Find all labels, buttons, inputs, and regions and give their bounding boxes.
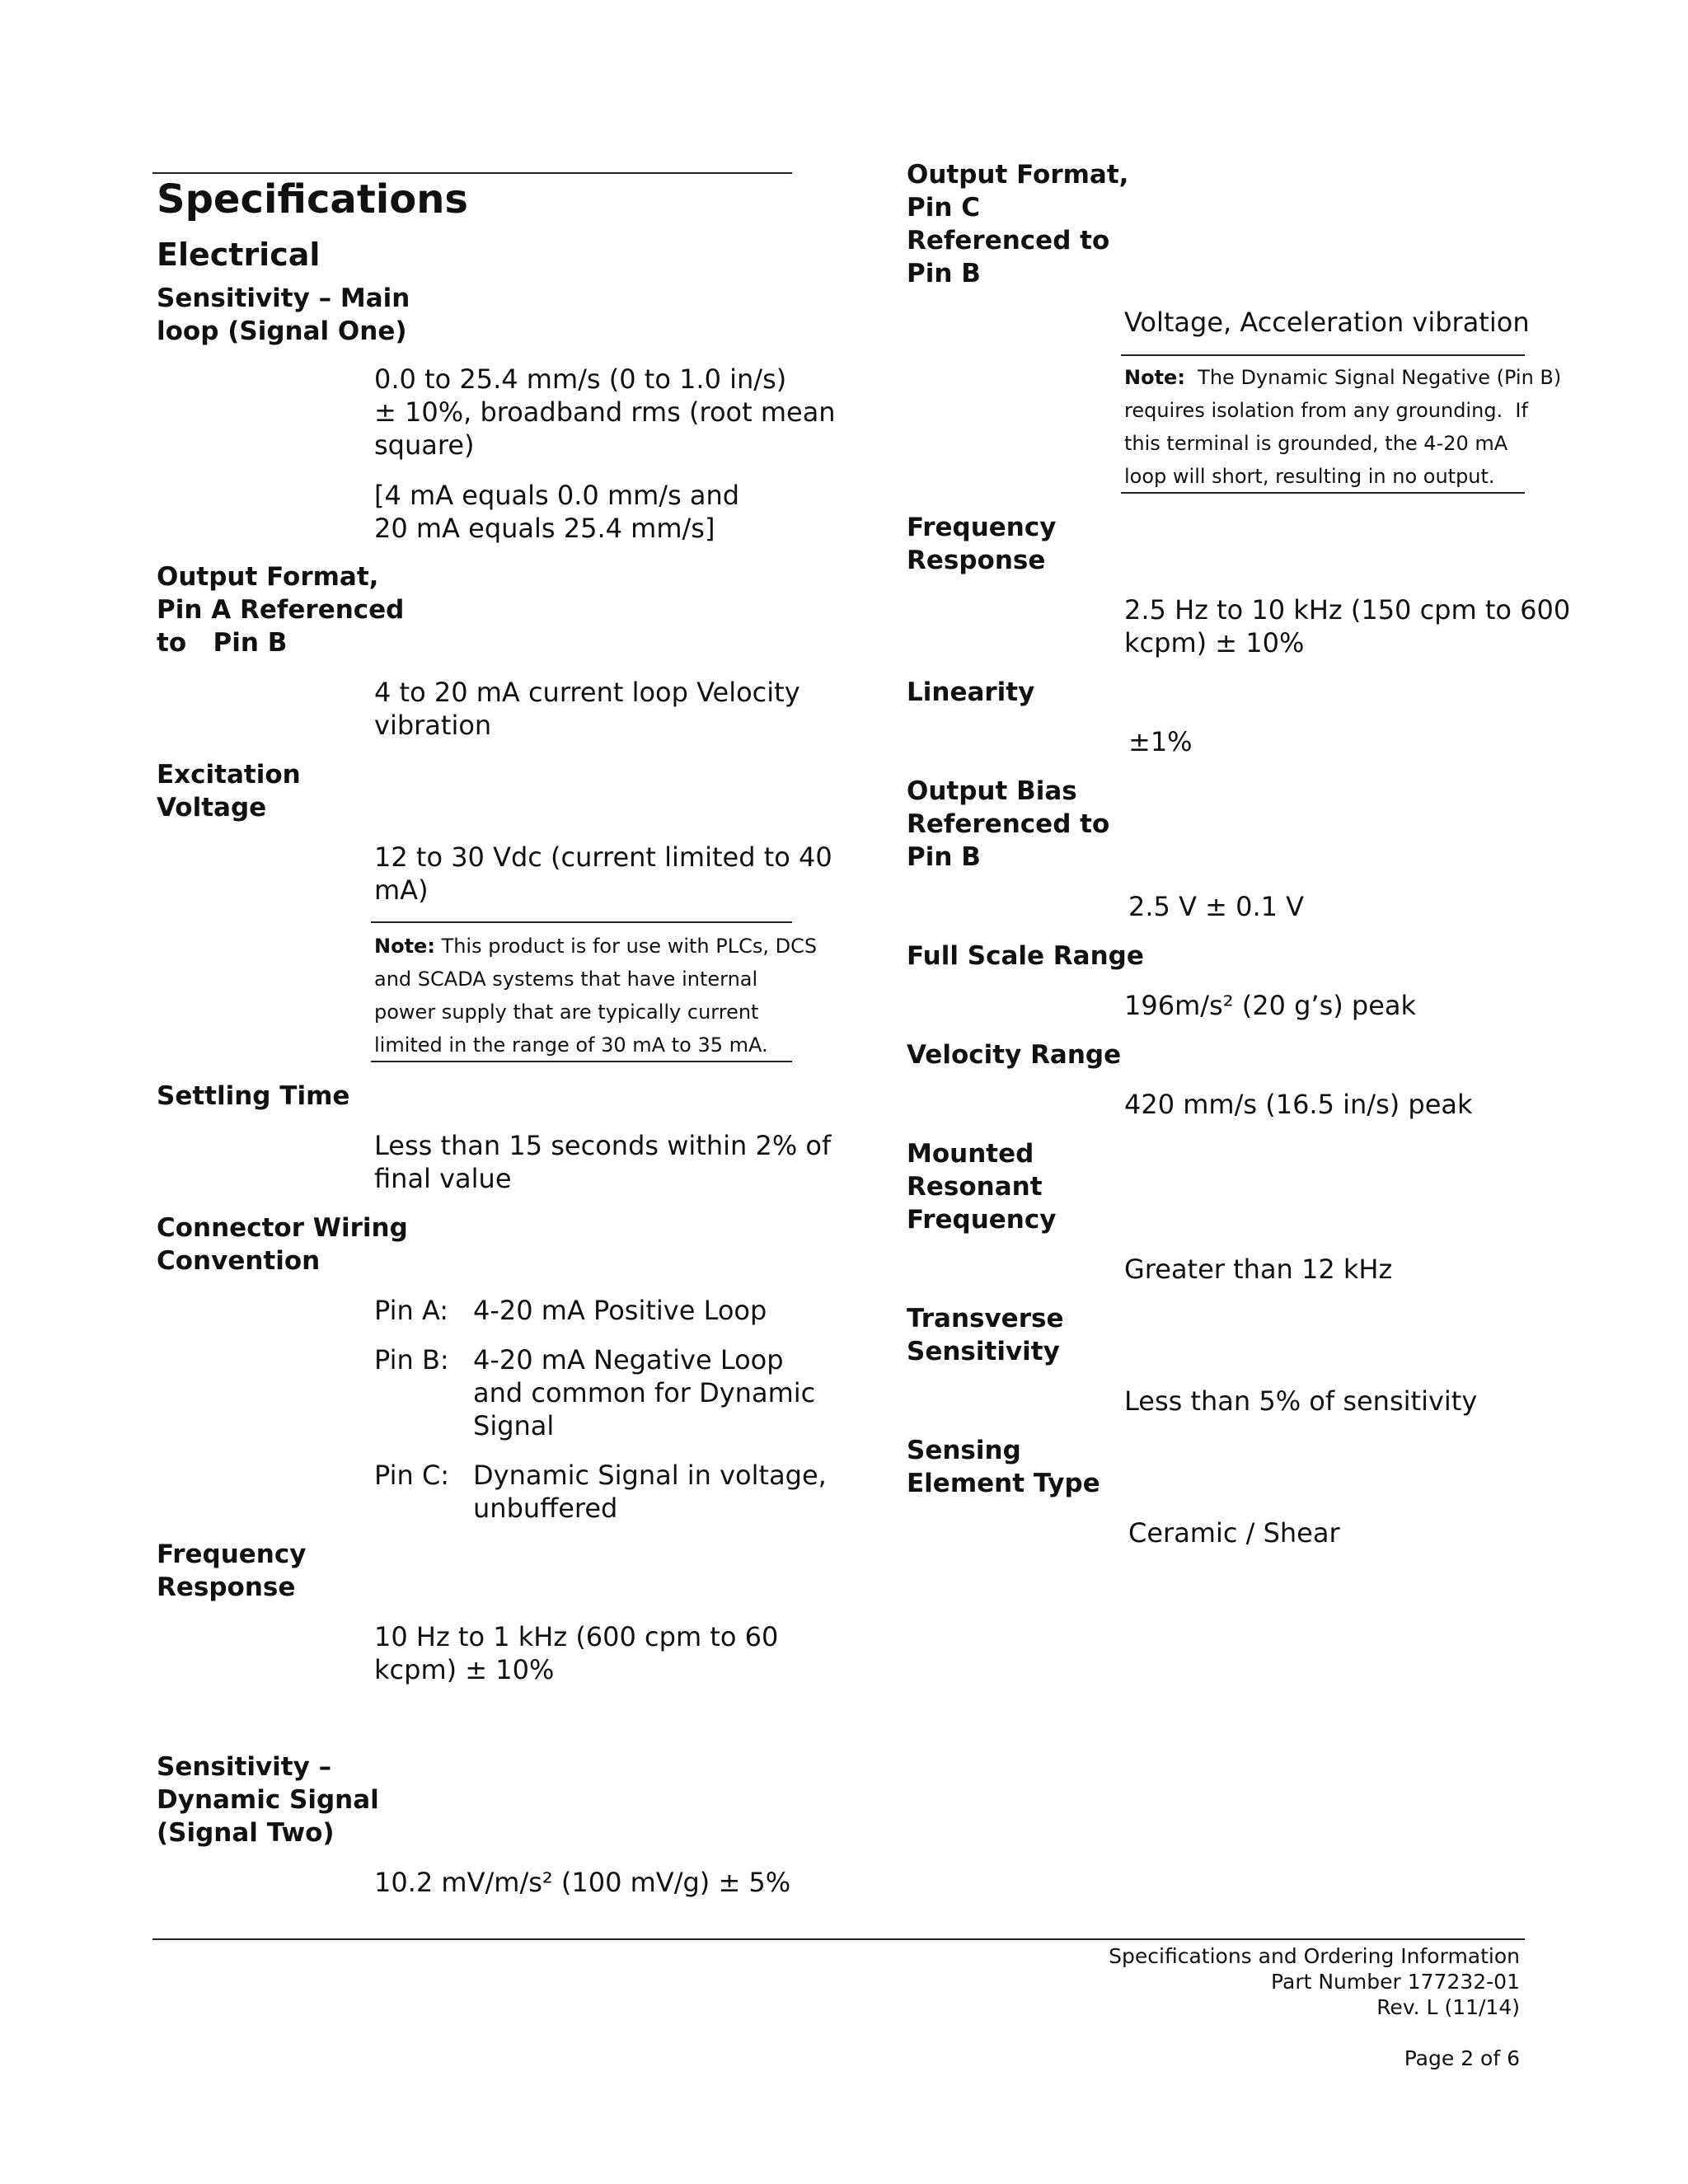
label-sensitivity-dynamic: Sensitivity – Dynamic Signal (Signal Two) <box>157 1752 379 1848</box>
label-mounted-resonant-frequency: Mounted Resonant Frequency <box>907 1139 1057 1235</box>
pin-c-label: Pin C: <box>374 1460 450 1491</box>
value-output-format-a: 4 to 20 mA current loop Velocity vibration <box>374 677 800 741</box>
note2-bottom-rule <box>1121 492 1525 494</box>
pin-b-label: Pin B: <box>374 1344 449 1376</box>
note-power-supply: Note: This product is for use with PLCs, DCS and SCADA systems that have internal power supply that are typically current limited in the range of 30 mA to 35 mA. <box>374 935 818 1057</box>
value-settling-time: Less than 15 seconds within 2% of final value <box>374 1130 832 1194</box>
value-mounted-resonant-frequency: Greater than 12 kHz <box>1124 1254 1393 1285</box>
note1-bottom-rule <box>371 1061 792 1062</box>
label-frequency-response-left: Frequency Response <box>157 1540 307 1602</box>
value-frequency-response-left: 10 Hz to 1 kHz (600 cpm to 60 kcpm) ± 10% <box>374 1621 779 1685</box>
label-linearity: Linearity <box>907 677 1035 707</box>
value-output-bias: 2.5 V ± 0.1 V <box>1128 891 1305 922</box>
pin-c-desc: Dynamic Signal in voltage, unbuffered <box>473 1460 827 1524</box>
pin-b-desc: 4-20 mA Negative Loop and common for Dynamic Signal <box>473 1344 816 1441</box>
label-output-bias: Output Bias Referenced to Pin B <box>907 776 1110 872</box>
value-velocity-range: 420 mm/s (16.5 in/s) peak <box>1124 1089 1473 1120</box>
value-sensitivity-main-range: [4 mA equals 0.0 mm/s and 20 mA equals 25.4 mm/s] <box>374 480 740 544</box>
label-settling-time: Settling Time <box>157 1081 350 1111</box>
label-output-format-c: Output Format, Pin C Referenced to Pin B <box>907 160 1129 288</box>
value-transverse-sensitivity: Less than 5% of sensitivity <box>1124 1385 1478 1417</box>
value-sensing-element-type: Ceramic / Shear <box>1128 1517 1340 1549</box>
label-output-format-a: Output Format, Pin A Referenced to Pin B <box>157 562 405 658</box>
label-full-scale-range: Full Scale Range <box>907 941 1144 971</box>
footer-doc-info: Specifications and Ordering Information Part Number 177232-01 Rev. L (11/14) <box>1109 1944 1520 2019</box>
value-sensitivity-main: 0.0 to 25.4 mm/s (0 to 1.0 in/s) ± 10%, broadband rms (root mean square) <box>374 363 836 461</box>
value-full-scale-range: 196m/s² (20 g’s) peak <box>1124 990 1417 1021</box>
label-sensing-element-type: Sensing Element Type <box>907 1436 1100 1498</box>
footer-rule <box>152 1938 1525 1940</box>
label-velocity-range: Velocity Range <box>907 1040 1122 1070</box>
note1-top-rule <box>371 921 792 923</box>
label-excitation-voltage: Excitation Voltage <box>157 760 301 823</box>
label-connector-wiring: Connector Wiring Convention <box>157 1213 408 1276</box>
value-frequency-response-right: 2.5 Hz to 10 kHz (150 cpm to 600 kcpm) ± 10% <box>1124 594 1571 658</box>
title-rule <box>152 172 792 174</box>
label-transverse-sensitivity: Transverse Sensitivity <box>907 1304 1064 1366</box>
label-sensitivity-main: Sensitivity – Main loop (Signal One) <box>157 284 410 346</box>
page-number: Page 2 of 6 <box>1404 2046 1520 2070</box>
value-sensitivity-dynamic: 10.2 mV/m/s² (100 mV/g) ± 5% <box>374 1867 791 1898</box>
pin-a-desc: 4-20 mA Positive Loop <box>473 1295 767 1326</box>
page-title: Specifications <box>157 176 468 223</box>
value-excitation-voltage: 12 to 30 Vdc (current limited to 40 mA) <box>374 841 832 906</box>
note-pin-b-isolation: Note: The Dynamic Signal Negative (Pin B) requires isolation from any grounding. If this terminal is grounded, the 4-20 mA loop will short, resulting in no output. <box>1124 366 1562 488</box>
note2-top-rule <box>1121 354 1525 356</box>
value-output-format-c: Voltage, Acceleration vibration <box>1124 307 1530 338</box>
pin-a-label: Pin A: <box>374 1295 449 1326</box>
section-heading-electrical: Electrical <box>157 237 321 273</box>
label-frequency-response-right: Frequency Response <box>907 513 1057 575</box>
value-linearity: ±1% <box>1128 726 1193 757</box>
